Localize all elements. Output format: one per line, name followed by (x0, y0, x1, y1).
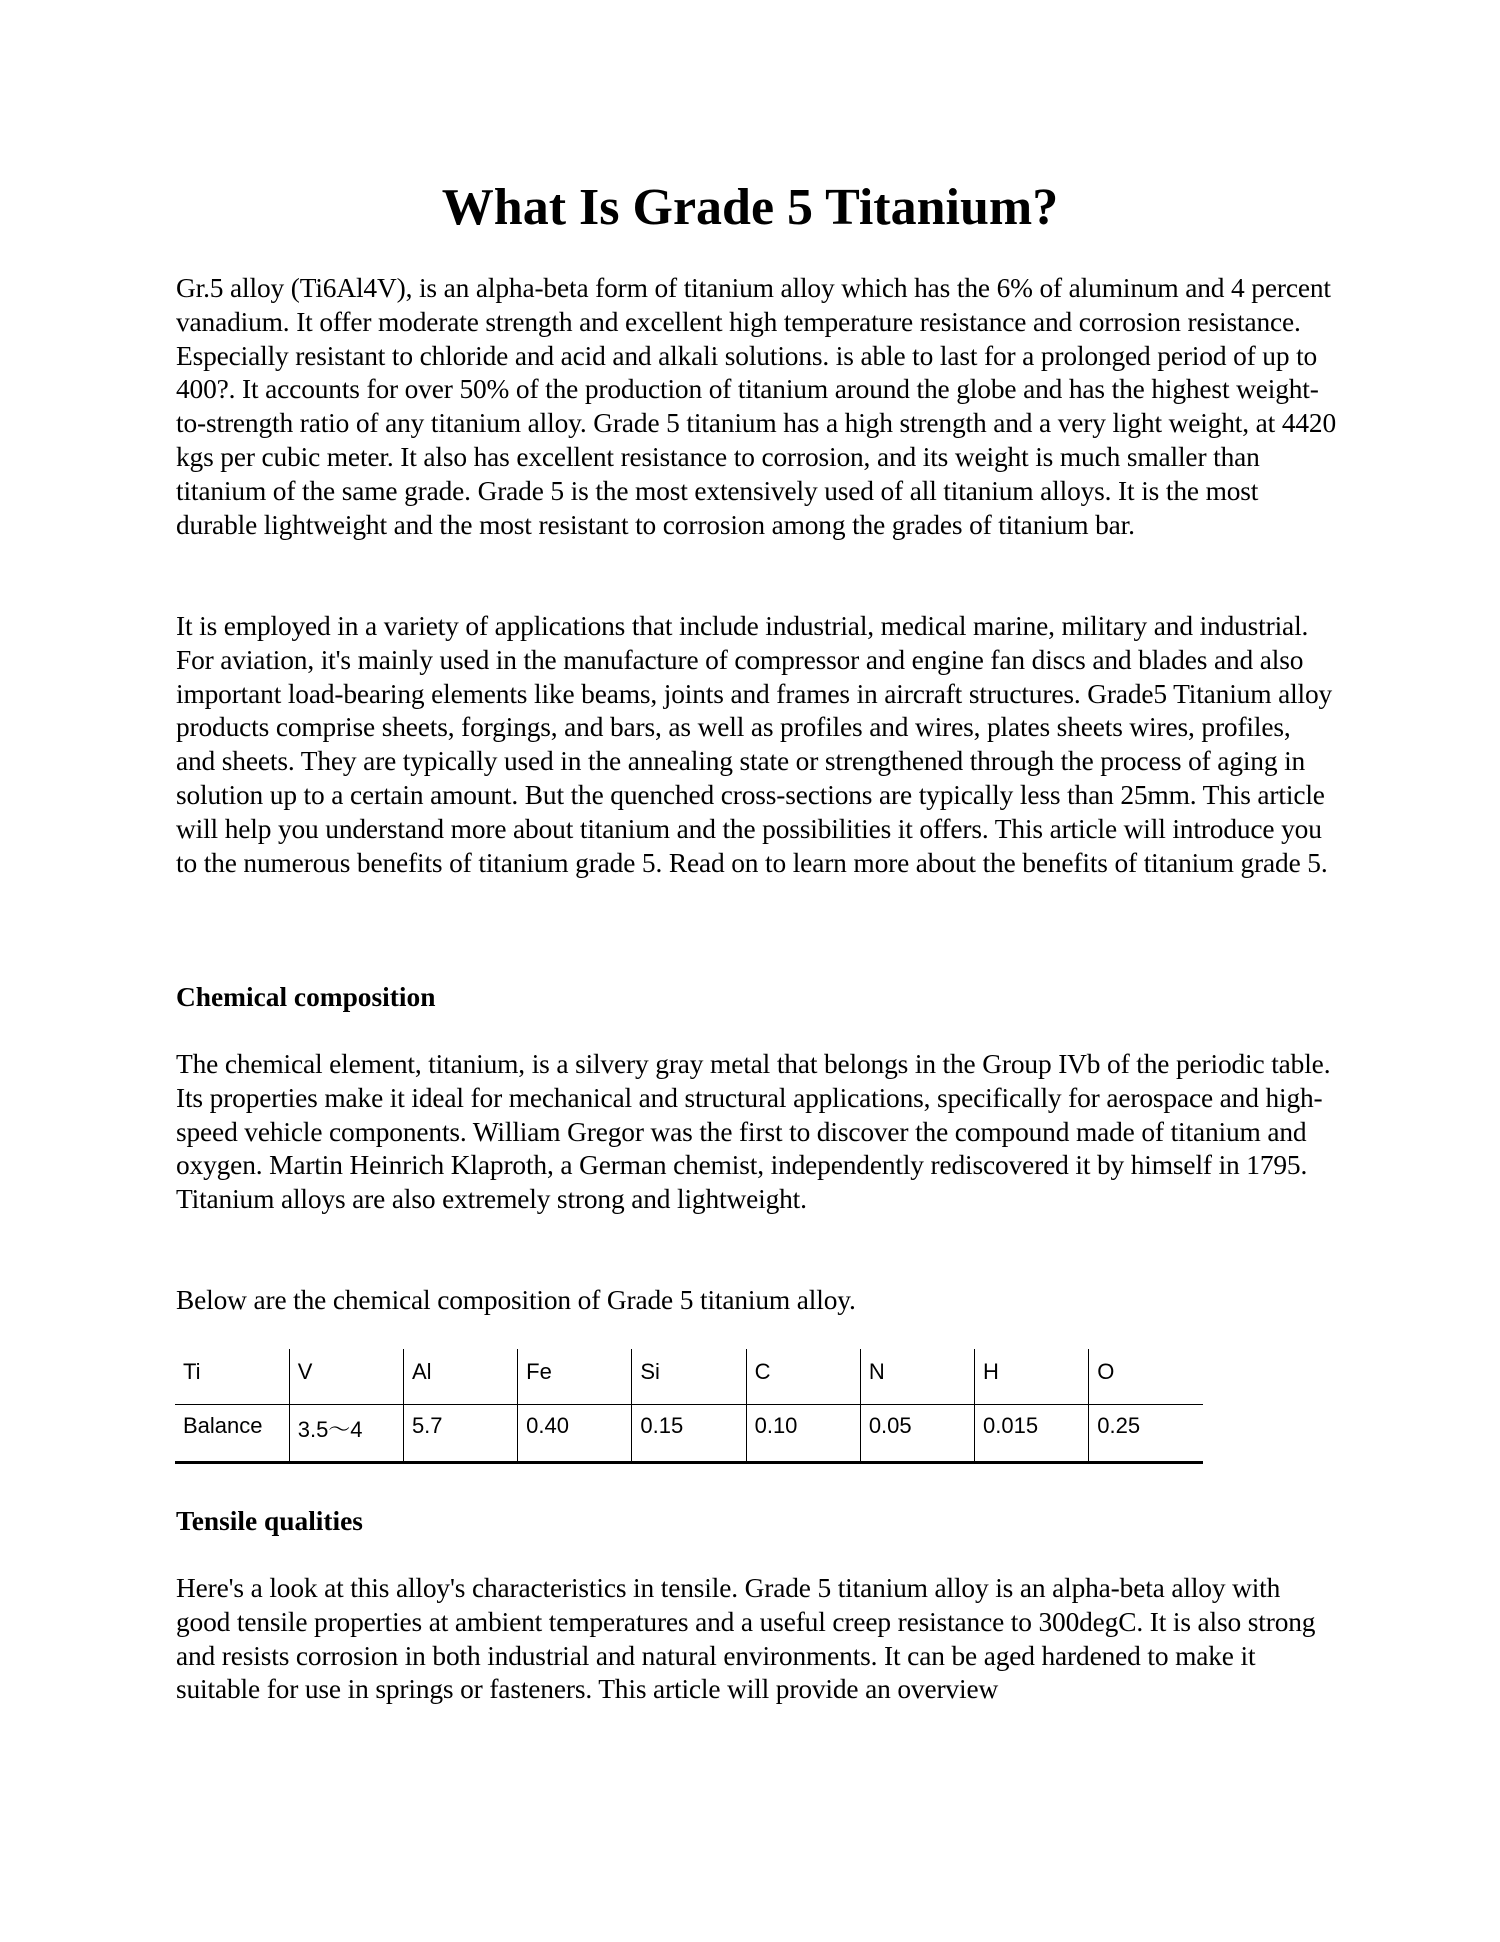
table-header-cell: O (1089, 1349, 1203, 1404)
table-cell: 3.5～4 (289, 1404, 403, 1462)
table-header-row (175, 1349, 1203, 1404)
table-cell: 0.015 (975, 1404, 1089, 1462)
table-header-cell: C (746, 1349, 860, 1404)
table-cell: 0.10 (746, 1404, 860, 1462)
table-cell: 0.25 (1089, 1404, 1203, 1462)
table-cell: 5.7 (403, 1404, 517, 1462)
table-cell: 0.05 (860, 1404, 974, 1462)
table-header-cell: Al (403, 1349, 517, 1404)
composition-table (175, 1349, 1203, 1464)
table-header-cell: Fe (518, 1349, 632, 1404)
table-header-cell: Si (632, 1349, 746, 1404)
table-intro-paragraph: Below are the chemical composition of Grade 5 titanium alloy. (176, 1285, 856, 1315)
page-title: What Is Grade 5 Titanium? (441, 179, 1059, 236)
tensile-qualities-heading: Tensile qualities (176, 1506, 363, 1536)
table-cell: Balance (175, 1404, 289, 1462)
table-row (175, 1404, 1203, 1462)
intro-paragraph: Gr.5 alloy (Ti6Al4V), is an alpha-beta form of titanium alloy which has the 6% of aluminum and 4 percent vanadium. It offer moderate strength and excellent high temperature resistance and corrosion resistance. Especially resistant to chloride and acid and alkali solutions. is able to last for a prolonged period of up to 400?. It accounts for over 50% of the production of titanium around the globe and has the highest weight-to-strength ratio of any titanium alloy. Grade 5 titanium has a high strength and a very light weight, at 4420 kgs per cubic meter. It also has excellent resistance to corrosion, and its weight is much smaller than titanium of the same grade. Grade 5 is the most extensively used of all titanium alloys. It is the most durable lightweight and the most resistant to corrosion among the grades of titanium bar. (176, 273, 1337, 540)
table-header-cell: N (860, 1349, 974, 1404)
table-header-cell: V (289, 1349, 403, 1404)
chemical-composition-heading: Chemical composition (176, 982, 436, 1012)
table-header-cell: H (975, 1349, 1089, 1404)
table-cell: 0.40 (518, 1404, 632, 1462)
chemical-paragraph: The chemical element, titanium, is a silvery gray metal that belongs in the Group IVb of the periodic table. Its properties make it ideal for mechanical and structural applications, specifically for aerospace and high-speed vehicle components. William Gregor was the first to discover the compound made of titanium and oxygen. Martin Heinrich Klaproth, a German chemist, independently rediscovered it by himself in 1795. Titanium alloys are also extremely strong and lightweight. (176, 1049, 1331, 1215)
table-header-cell: Ti (175, 1349, 289, 1404)
table-cell: 0.15 (632, 1404, 746, 1462)
tensile-paragraph: Here's a look at this alloy's characteristics in tensile. Grade 5 titanium alloy is an alpha-beta alloy with good tensile properties at ambient temperatures and a useful creep resistance to 300degC. It is also strong and resists corrosion in both industrial and natural environments. It can be aged hardened to make it suitable for use in springs or fasteners. This article will provide an overview (176, 1573, 1316, 1705)
applications-paragraph: It is employed in a variety of applications that include industrial, medical marine, military and industrial. For aviation, it's mainly used in the manufacture of compressor and engine fan discs and blades and also important load-bearing elements like beams, joints and frames in aircraft structures. Grade5 Titanium alloy products comprise sheets, forgings, and bars, as well as profiles and wires, plates sheets wires, profiles, and sheets. They are typically used in the annealing state or strengthened through the process of aging in solution up to a certain amount. But the quenched cross-sections are typically less than 25mm. This article will help you understand more about titanium and the possibilities it offers. This article will introduce you to the numerous benefits of titanium grade 5. Read on to learn more about the benefits of titanium grade 5. (176, 611, 1333, 878)
